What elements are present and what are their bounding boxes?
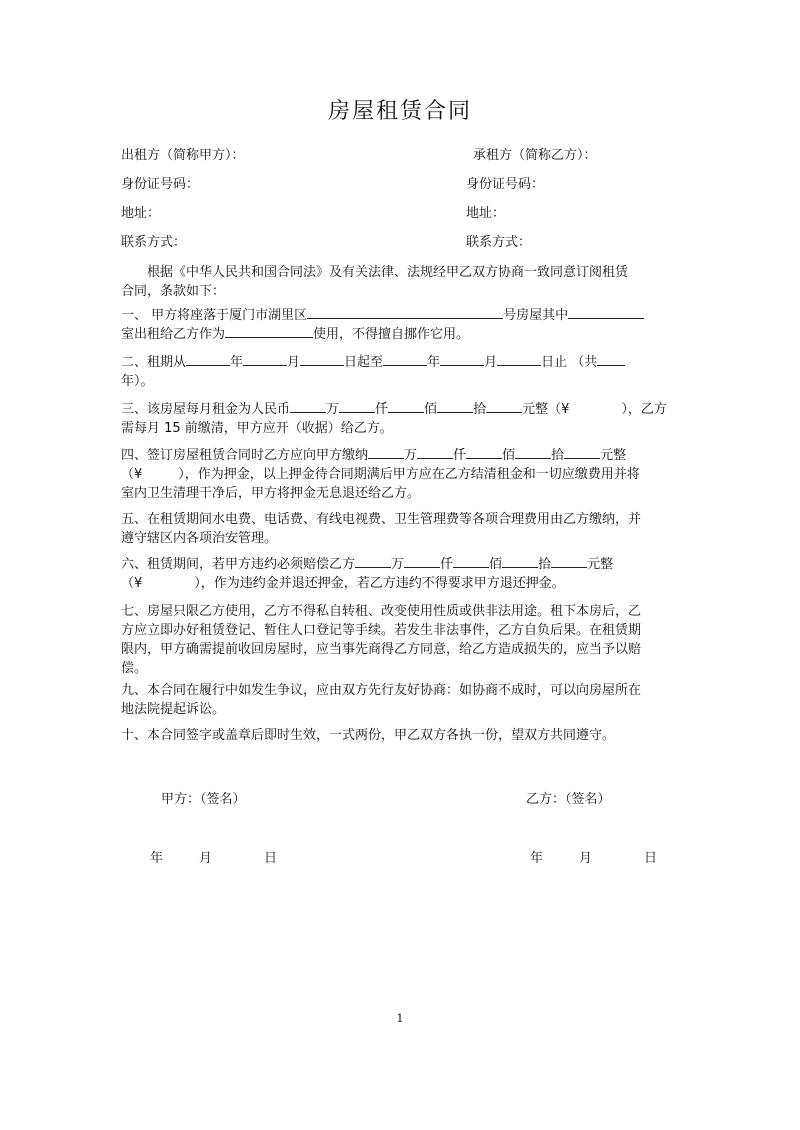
clause-text: 佰 xyxy=(489,557,503,572)
clause-text: 佰 xyxy=(424,402,438,417)
rent-qian-blank[interactable] xyxy=(339,400,375,413)
rent-yuan-blank[interactable] xyxy=(486,400,522,413)
clause-6 xyxy=(121,555,681,593)
rent-wan-blank[interactable] xyxy=(290,400,326,413)
lessor-id-label: 身份证号码： xyxy=(121,177,200,192)
clause-1 xyxy=(121,306,681,344)
clause-text: 拾 xyxy=(538,557,552,572)
party-a-date xyxy=(150,847,277,866)
clause-text: 遵守辖区内各项治安管理。 xyxy=(121,531,278,546)
clause-5 xyxy=(121,510,681,548)
lessee-id-label: 身份证号码： xyxy=(466,177,545,192)
rent-bai-blank[interactable] xyxy=(388,400,424,413)
end-year-blank[interactable] xyxy=(383,353,427,366)
clause-text: 一、 甲方将座落于厦门市湖里区 xyxy=(121,308,308,323)
clause-text: （¥ xyxy=(121,576,143,591)
date-year-label: 年 xyxy=(150,851,164,866)
clause-text: 年 xyxy=(230,355,244,370)
clause-text: 年 xyxy=(427,355,441,370)
penalty-yuan-blank[interactable] xyxy=(551,555,587,568)
clause-text: 四、签订房屋租赁合同时乙方应向甲方缴纳 xyxy=(121,448,369,463)
clause-7 xyxy=(121,602,681,678)
penalty-wan-blank[interactable] xyxy=(355,555,391,568)
deposit-shi-blank[interactable] xyxy=(515,446,551,459)
intro-line: 根据《中华人民共和国合同法》及有关法律、法规经甲乙双方协商一致同意订阅租赁 xyxy=(147,265,629,280)
room-blank[interactable] xyxy=(568,306,644,319)
clause-text: 十、本合同签字或盖章后即时生效，一式两份，甲乙双方各执一份，望双方共同遵守。 xyxy=(121,728,616,743)
party-a-signature-label: 甲方：（签名） xyxy=(161,792,246,807)
lessor-address-label: 地址： xyxy=(121,206,161,221)
start-day-blank[interactable] xyxy=(300,353,344,366)
clause-text: （¥ xyxy=(121,467,143,482)
end-month-blank[interactable] xyxy=(440,353,484,366)
clause-text: 日起至 xyxy=(344,355,384,370)
date-day-label: 日 xyxy=(644,851,658,866)
clause-text: 地法院提起诉讼。 xyxy=(121,702,226,717)
clause-text: ），作为违约金并退还押金，若乙方违约不得要求甲方退还押金。 xyxy=(194,576,565,591)
lessee-address-label: 地址： xyxy=(466,206,506,221)
date-month-label: 月 xyxy=(199,851,213,866)
clause-text: 万 xyxy=(404,448,418,463)
clause-text: 需每月 15 前缴清，甲方应开（收据）给乙方。 xyxy=(121,421,393,436)
clause-text: 仟 xyxy=(453,448,467,463)
clause-text: 三、该房屋每月租金为人民币 xyxy=(121,402,291,417)
clause-text: 限内，甲方确需提前收回房屋时，应当事先商得乙方同意，给乙方造成损失的，应当予以赔 xyxy=(121,642,642,657)
document-title: 房屋租赁合同 xyxy=(327,99,472,124)
clause-text: 六、租赁期间，若甲方违约必须赔偿乙方 xyxy=(121,557,356,572)
clause-9 xyxy=(121,681,681,719)
clause-text: 方应立即办好租赁登记、暂住人口登记等手续。若发生非法事件，乙方自负后果。在租赁期 xyxy=(121,623,642,638)
clause-text: 拾 xyxy=(551,448,565,463)
clause-text: 七、房屋只限乙方使用，乙方不得私自转租、改变使用性质或供非法用途。租下本房后，乙 xyxy=(121,604,642,619)
deposit-yuan-blank[interactable] xyxy=(564,446,600,459)
clause-text: 号房屋其中 xyxy=(503,308,569,323)
lessor-contact-label: 联系方式： xyxy=(121,235,187,250)
usage-blank[interactable] xyxy=(225,325,313,338)
deposit-qian-blank[interactable] xyxy=(417,446,453,459)
clause-text: 仟 xyxy=(440,557,454,572)
clause-text: ），作为押金，以上押金待合同期满后甲方应在乙方结清租金和一切应缴费用并将 xyxy=(178,467,640,482)
start-year-blank[interactable] xyxy=(186,353,230,366)
deposit-wan-blank[interactable] xyxy=(368,446,404,459)
penalty-shi-blank[interactable] xyxy=(502,555,538,568)
clause-text: 室内卫生清理干净后，甲方将押金无息退还给乙方。 xyxy=(121,486,421,501)
clause-text: 万 xyxy=(326,402,340,417)
clause-text: 二、租期从 xyxy=(121,355,187,370)
clause-4 xyxy=(121,446,681,503)
clause-text: 拾 xyxy=(473,402,487,417)
date-year-label: 年 xyxy=(530,851,544,866)
clause-text: 偿。 xyxy=(121,661,148,676)
page-number: 1 xyxy=(396,1012,404,1025)
clause-text: 元整（¥ xyxy=(522,402,570,417)
intro-paragraph xyxy=(121,263,681,301)
date-month-label: 月 xyxy=(579,851,593,866)
lessee-label: 承租方（简称乙方）： xyxy=(473,148,597,163)
term-years-blank[interactable] xyxy=(597,353,625,366)
clause-text: 五、在租赁期间水电费、电话费、有线电视费、卫生管理费等各项合理费用由乙方缴纳，并 xyxy=(121,512,642,527)
party-b-signature-label: 乙方：（签名） xyxy=(526,792,611,807)
clause-text: 室出租给乙方作为 xyxy=(121,327,226,342)
clause-text: 日止 （共 xyxy=(541,355,598,370)
end-day-blank[interactable] xyxy=(497,353,541,366)
penalty-bai-blank[interactable] xyxy=(453,555,489,568)
clause-2 xyxy=(121,353,681,391)
clause-10 xyxy=(121,726,681,745)
clause-text: 月 xyxy=(484,355,498,370)
clause-text: 九、本合同在履行中如发生争议，应由双方先行友好协商：如协商不成时，可以向房屋所在 xyxy=(121,683,642,698)
clause-text: 万 xyxy=(391,557,405,572)
party-b-date xyxy=(530,847,657,866)
clause-text: 佰 xyxy=(502,448,516,463)
clause-text: ），乙方 xyxy=(621,402,667,417)
deposit-bai-blank[interactable] xyxy=(466,446,502,459)
rent-shi-blank[interactable] xyxy=(437,400,473,413)
intro-line: 合同，条款如下： xyxy=(121,284,226,299)
start-month-blank[interactable] xyxy=(243,353,287,366)
clause-text: 使用，不得擅自挪作它用。 xyxy=(313,327,470,342)
lessor-label: 出租方（简称甲方）： xyxy=(121,148,245,163)
clause-3 xyxy=(121,400,681,438)
clause-text: 元整 xyxy=(600,448,627,463)
date-day-label: 日 xyxy=(264,851,278,866)
clause-text: 年）。 xyxy=(121,374,154,389)
clause-text: 月 xyxy=(287,355,301,370)
clause-text: 仟 xyxy=(375,402,389,417)
address-blank[interactable] xyxy=(307,306,503,319)
lessee-contact-label: 联系方式： xyxy=(466,235,532,250)
clause-text: 元整 xyxy=(587,557,614,572)
penalty-qian-blank[interactable] xyxy=(404,555,440,568)
